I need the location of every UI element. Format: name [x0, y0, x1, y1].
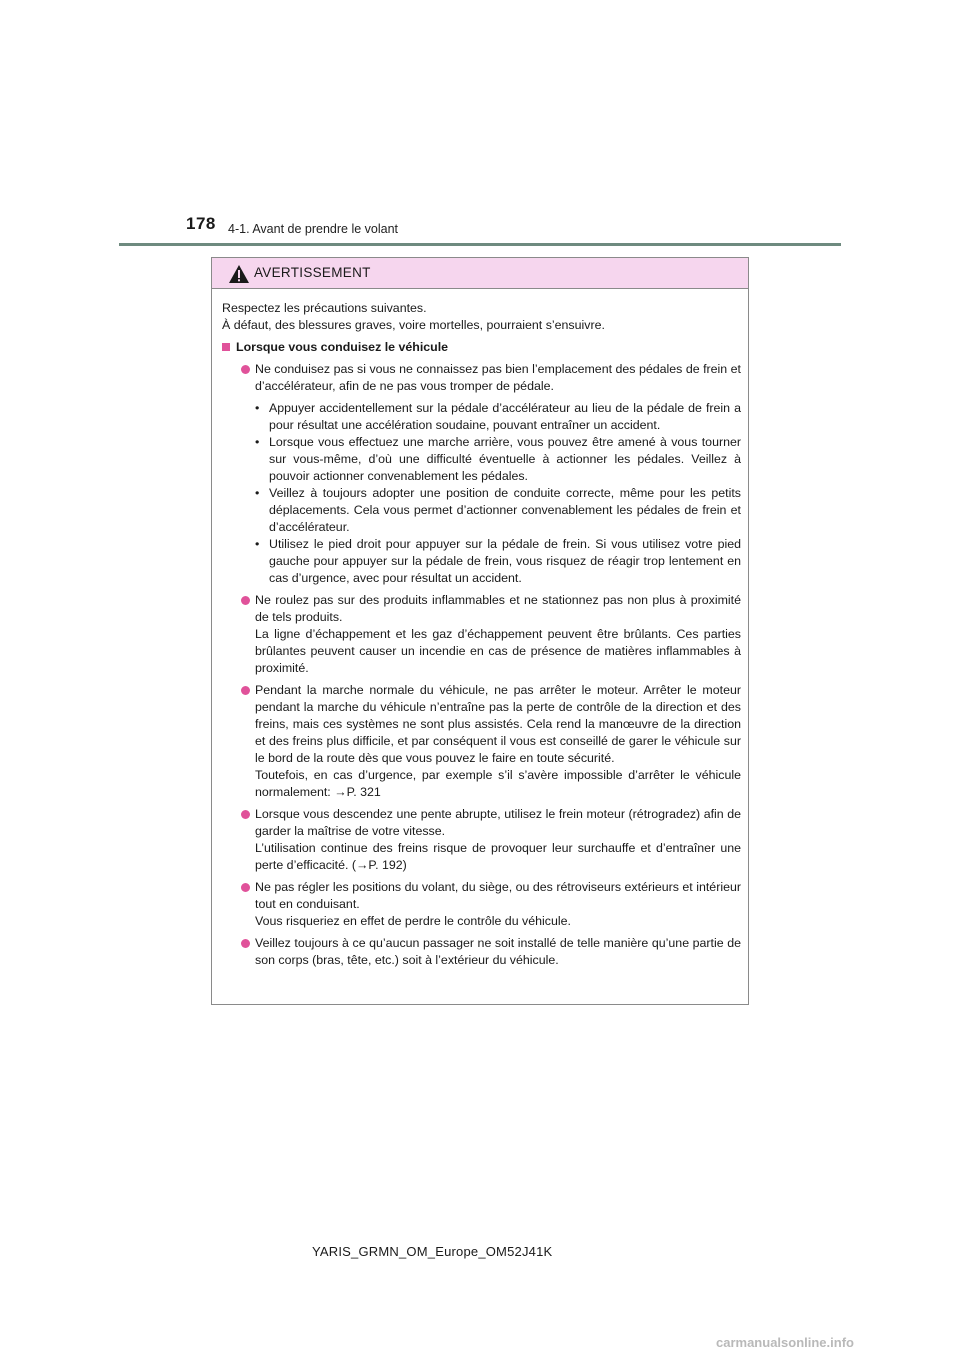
- list-item: [241, 806, 741, 874]
- sub-list-text: Utilisez le pied droit pour appuyer sur la pédale de frein. Si vous utilisez votre pied gauche pour appuyer sur la pédale de frein, vous risquez de réagir trop lentement en cas d’urgence, avec pour résultat un accident.: [269, 537, 741, 585]
- paragraph: Ne pas régler les positions du volant, du siège, ou des rétroviseurs extérieurs et intérieur tout en conduisant.: [255, 880, 741, 911]
- header-rule: [119, 243, 841, 246]
- document-code: YARIS_GRMN_OM_Europe_OM52J41K: [312, 1244, 553, 1259]
- sub-list-text: Lorsque vous effectuez une marche arrière, vous pouvez être amené à vous tourner sur vous-même, d’où une difficulté éventuelle à actionner les pédales. Veillez à pouvoir actionner convenablement les pédales.: [269, 435, 741, 483]
- dot-bullet-icon: •: [255, 537, 260, 551]
- section-title: 4-1. Avant de prendre le volant: [228, 222, 399, 236]
- warning-triangle-icon: [228, 264, 250, 284]
- intro-line: À défaut, des blessures graves, voire mortelles, pourraient s’ensuivre.: [222, 318, 605, 332]
- sub-list-text: Appuyer accidentellement sur la pédale d’accélérateur au lieu de la pédale de frein a pour résultat une accélération soudaine, pouvant entraîner un accident.: [269, 401, 741, 432]
- intro: [222, 300, 741, 334]
- sub-list-item: [255, 485, 741, 536]
- round-bullet-icon: [241, 939, 250, 948]
- section-heading-text: Lorsque vous conduisez le véhicule: [236, 340, 449, 354]
- round-bullet-icon: [241, 596, 250, 605]
- sub-list-item: [255, 434, 741, 485]
- watermark: carmanualsonline.info: [716, 1335, 854, 1350]
- paragraph: Toutefois, en cas d’urgence, par exemple s’il s’avère impossible d’arrêter le véhicule normalement: →P. 321: [255, 768, 741, 799]
- round-bullet-icon: [241, 810, 250, 819]
- square-bullet-icon: [222, 343, 230, 351]
- sub-list: [255, 400, 741, 587]
- list-item: [241, 682, 741, 801]
- warning-box: [211, 257, 749, 1005]
- paragraph: Veillez toujours à ce qu’aucun passager ne soit installé de telle manière qu’une partie de son corps (bras, tête, etc.) soit à l’extérieur du véhicule.: [255, 936, 741, 967]
- dot-bullet-icon: •: [255, 401, 260, 415]
- paragraph: Pendant la marche normale du véhicule, ne pas arrêter le moteur. Arrêter le moteur pendant la marche du véhicule n’entraîne pas la perte de contrôle de la direction et des freins, mais ces systèmes ne sont plus assistés. Cela rend la manœuvre de la direction et des freins plus difficile, et par conséquent il vous est conseillé de garer le véhicule sur le bord de la route dès que vous pouvez le faire en toute sécurité.: [255, 683, 741, 765]
- round-bullet-icon: [241, 365, 250, 374]
- list-item: [241, 935, 741, 969]
- dot-bullet-icon: •: [255, 486, 260, 500]
- sub-list-item: [255, 400, 741, 434]
- sub-list-text: Veillez à toujours adopter une position de conduite correcte, même pour les petits déplacements. Cela vous permet d’actionner convenablement les pédales de frein et d’accélérateur.: [269, 486, 741, 534]
- round-bullet-icon: [241, 883, 250, 892]
- intro-line: Respectez les précautions suivantes.: [222, 301, 427, 315]
- paragraph: Vous risqueriez en effet de perdre le contrôle du véhicule.: [255, 914, 571, 928]
- warning-header: [212, 258, 748, 289]
- paragraph: Lorsque vous descendez une pente abrupte, utilisez le frein moteur (rétrogradez) afin de garder la maîtrise de votre vitesse.: [255, 807, 741, 838]
- list-item: [241, 361, 741, 587]
- paragraph: Ne conduisez pas si vous ne connaissez pas bien l’emplacement des pédales de frein et d’accélérateur, afin de ne pas vous tromper de pédale.: [255, 362, 741, 393]
- list-item: [241, 592, 741, 677]
- dot-bullet-icon: •: [255, 435, 260, 449]
- warning-title: AVERTISSEMENT: [254, 265, 371, 280]
- warning-body: [212, 289, 748, 969]
- round-bullet-icon: [241, 686, 250, 695]
- paragraph: La ligne d’échappement et les gaz d’échappement peuvent être brûlants. Ces parties brûlantes peuvent causer un incendie en cas de présence de matières inflammables à proximité.: [255, 627, 741, 675]
- paragraph: Ne roulez pas sur des produits inflammables et ne stationnez pas non plus à proximité de tels produits.: [255, 593, 741, 624]
- section-heading: [222, 339, 741, 356]
- sub-list-item: [255, 536, 741, 587]
- paragraph: L’utilisation continue des freins risque de provoquer leur surchauffe et d’entraîner une perte d’efficacité. (→P. 192): [255, 841, 741, 872]
- page-number: 178: [186, 214, 216, 233]
- list-item: [241, 879, 741, 930]
